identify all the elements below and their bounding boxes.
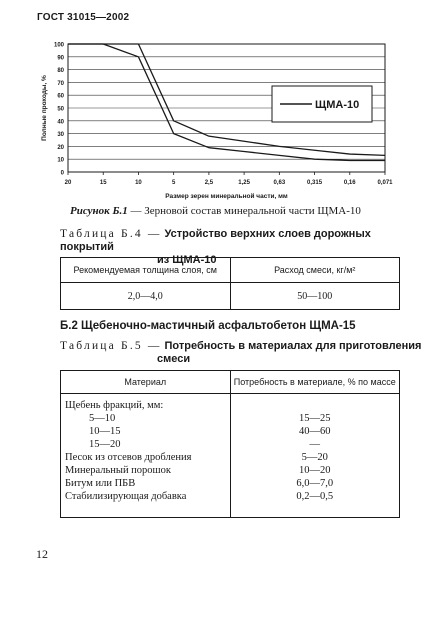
table5-value — [230, 394, 400, 413]
y-tick-label: 100 — [53, 42, 64, 49]
x-tick-label: 5 — [171, 180, 176, 186]
x-tick-label: 0,16 — [343, 180, 356, 186]
table4-cell-consumption: 50—100 — [230, 283, 400, 310]
x-tick-label: 10 — [135, 180, 142, 186]
table5-label: Таблица Б.5 — — [60, 340, 162, 352]
table5-value: 40—60 — [230, 425, 400, 438]
y-tick-label: 50 — [57, 106, 64, 113]
x-tick-label: 0,63 — [273, 180, 286, 186]
table5-material: 10—15 — [61, 425, 231, 438]
grading-chart — [0, 30, 425, 205]
table4-title-line2: из ЩМА-10 — [157, 254, 217, 266]
table-row — [61, 394, 400, 413]
table5-value: 6,0—7,0 — [230, 477, 400, 490]
table4-header-consumption: Расход смеси, кг/м² — [230, 258, 400, 283]
figure-caption — [70, 205, 361, 217]
table5-header-row — [61, 371, 400, 394]
y-tick-label: 30 — [57, 132, 64, 139]
x-tick-label: 2,5 — [204, 180, 214, 186]
y-tick-label: 0 — [60, 170, 64, 177]
table5-material: Песок из отсевов дробления — [61, 451, 231, 464]
table-row — [61, 490, 400, 518]
table4-header-thickness: Рекомендуемая толщина слоя, см — [61, 258, 231, 283]
table-row — [61, 412, 400, 425]
table4 — [60, 257, 400, 310]
y-tick-label: 60 — [57, 93, 64, 100]
table5-material: Стабилизирующая добавка — [61, 490, 231, 518]
figure-text: Зерновой состав минеральной части ЩМА-10 — [144, 205, 361, 217]
table5-title-line1: Потребность в материалах для приготовления — [164, 340, 422, 352]
table5-caption — [60, 340, 421, 366]
table4-header-row — [61, 258, 400, 283]
figure-label: Рисунок Б.1 — [70, 205, 128, 217]
legend-label: ЩМА-10 — [315, 99, 360, 111]
x-tick-label: 20 — [64, 180, 72, 186]
document-header: ГОСТ 31015—2002 — [37, 12, 130, 23]
table5-title-line2: смеси — [157, 353, 191, 365]
y-tick-label: 40 — [57, 119, 64, 126]
x-axis-label: Размер зерен минеральной части, мм — [165, 193, 288, 200]
table5-value: 10—20 — [230, 464, 400, 477]
y-axis-label: Полные проходы, % — [41, 75, 48, 141]
table-row — [61, 464, 400, 477]
table4-label: Таблица Б.4 — — [60, 228, 162, 240]
table5 — [60, 370, 400, 518]
table5-material: 5—10 — [61, 412, 231, 425]
table-row — [61, 438, 400, 451]
table4-title-line1: Устройство верхних слоев дорожных покрытий — [60, 228, 371, 253]
table5-value: 5—20 — [230, 451, 400, 464]
table5-value: 0,2—0,5 — [230, 490, 400, 518]
y-tick-label: 20 — [57, 144, 64, 151]
y-tick-label: 90 — [57, 55, 64, 62]
figure-dash: — — [130, 205, 142, 217]
table5-value: — — [230, 438, 400, 451]
table5-header-material: Материал — [61, 371, 231, 394]
y-tick-label: 80 — [57, 68, 64, 75]
table5-material: Минеральный порошок — [61, 464, 231, 477]
section-title: Б.2 Щебеночно-мастичный асфальтобетон ЩМА-15 — [60, 320, 356, 332]
page-number: 12 — [36, 547, 48, 561]
x-tick-label: 15 — [99, 180, 107, 186]
table-row — [61, 425, 400, 438]
table5-value: 15—25 — [230, 412, 400, 425]
x-tick-label: 0,071 — [377, 180, 393, 186]
x-tick-label: 1,25 — [238, 180, 250, 186]
table-row — [61, 477, 400, 490]
table-row — [61, 451, 400, 464]
table5-material: 15—20 — [61, 438, 231, 451]
table5-material: Щебень фракций, мм: — [61, 394, 231, 413]
x-tick-label: 0,315 — [307, 180, 323, 186]
table4-row — [61, 283, 400, 310]
y-tick-label: 70 — [57, 80, 64, 87]
table5-header-requirement: Потребность в материале, % по массе — [230, 371, 400, 394]
y-tick-label: 10 — [57, 157, 64, 164]
table4-cell-thickness: 2,0—4,0 — [61, 283, 231, 310]
table5-material: Битум или ПБВ — [61, 477, 231, 490]
